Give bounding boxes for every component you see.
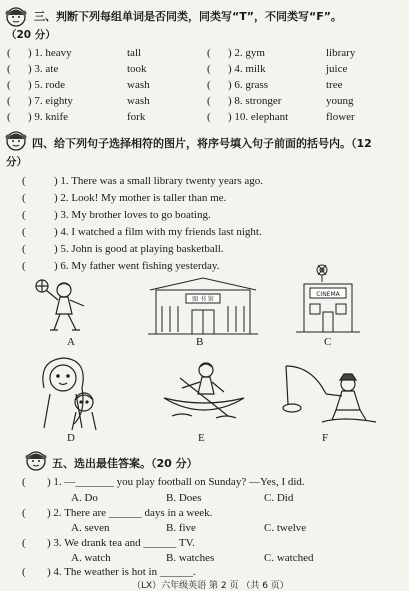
word-pair-left: ) 3. ate	[28, 63, 59, 75]
answer-paren[interactable]: (	[207, 79, 211, 91]
word-pair-right: young	[326, 95, 354, 107]
picture-label-a: A	[67, 336, 75, 348]
answer-paren[interactable]: (	[7, 79, 11, 91]
picture-label-b: B	[196, 336, 204, 348]
answer-paren[interactable]: (	[207, 63, 211, 75]
option-a: A. watch	[71, 552, 111, 564]
word-pair-left: ) 1. heavy	[28, 47, 72, 59]
sentence: ) 1. There was a small library twenty years ago.	[54, 175, 264, 187]
library-sign: 图 书 馆	[192, 296, 214, 303]
option-b: B. five	[166, 522, 196, 534]
option-c: C. Did	[264, 492, 294, 504]
picture-label-c: C	[324, 336, 332, 348]
word-pair-left: ) 6. grass	[228, 79, 269, 91]
answer-paren[interactable]: (	[22, 260, 26, 272]
answer-paren[interactable]: (	[22, 537, 26, 549]
sentence: ) 4. I watched a film with my friends last night.	[54, 226, 262, 238]
option-b: B. watches	[166, 552, 215, 564]
word-pair-left: ) 9. knife	[28, 111, 69, 123]
section4-title: 四、给下列句子选择相符的图片，将序号填入句子前面的括号内。（12	[32, 137, 372, 150]
option-c: C. twelve	[264, 522, 307, 534]
option-a: A. seven	[71, 522, 110, 534]
answer-paren[interactable]: (	[207, 95, 211, 107]
word-pair-right: tall	[127, 47, 142, 59]
word-pair-right: fork	[127, 111, 146, 123]
word-pair-right: took	[127, 63, 147, 75]
answer-paren[interactable]: (	[207, 111, 211, 123]
cinema-sign: CINEMA	[316, 291, 340, 298]
question-stem: ) 3. We drank tea and ______ TV.	[47, 537, 195, 549]
section5-title: 五、选出最佳答案。（20 分）	[52, 457, 198, 470]
word-pair-right: wash	[127, 95, 150, 107]
answer-paren[interactable]: (	[207, 47, 211, 59]
answer-paren[interactable]: (	[22, 476, 26, 488]
sentence: ) 5. John is good at playing basketball.	[54, 243, 224, 255]
girl-face-icon	[24, 448, 48, 472]
picture-label-f: F	[322, 432, 329, 444]
section3-title: 三、判断下列每组单词是否同类，同类写“T”，不同类写“F”。	[34, 10, 342, 23]
picture-label-d: D	[67, 432, 75, 444]
page-footer: （LX）六年级英语 第 2 页 （共 6 页）	[132, 581, 289, 591]
answer-paren[interactable]: (	[22, 175, 26, 187]
word-pair-left: ) 2. gym	[228, 47, 265, 59]
answer-paren[interactable]: (	[7, 111, 11, 123]
answer-paren[interactable]: (	[7, 47, 11, 59]
sentence: ) 2. Look! My mother is taller than me.	[54, 192, 227, 204]
answer-paren[interactable]: (	[22, 192, 26, 204]
boating-boy-picture	[162, 358, 246, 424]
option-c: C. watched	[264, 552, 314, 564]
picture-label-e: E	[198, 432, 205, 444]
mother-child-picture	[30, 354, 106, 430]
question-stem: ) 2. There are ______ days in a week.	[47, 507, 213, 519]
option-b: B. Does	[166, 492, 202, 504]
word-pair-left: ) 7. eighty	[28, 95, 73, 107]
option-a: A. Do	[71, 492, 98, 504]
answer-paren[interactable]: (	[7, 95, 11, 107]
answer-paren[interactable]: (	[22, 226, 26, 238]
sentence: ) 3. My brother loves to go boating.	[54, 209, 211, 221]
answer-paren[interactable]: (	[22, 243, 26, 255]
answer-paren[interactable]: (	[22, 507, 26, 519]
section3-score: （20 分）	[6, 29, 56, 41]
basketball-boy-picture	[30, 276, 110, 336]
answer-paren[interactable]: (	[22, 209, 26, 221]
word-pair-right: tree	[326, 79, 343, 91]
sentence: ) 6. My father went fishing yesterday.	[54, 260, 220, 272]
question-stem: ) 4. The weather is hot in ______.	[47, 566, 196, 578]
library-building-picture	[148, 276, 258, 336]
girl-face-icon	[4, 128, 28, 152]
word-pair-right: flower	[326, 111, 355, 123]
word-pair-right: library	[326, 47, 356, 59]
word-pair-left: ) 4. milk	[228, 63, 266, 75]
word-pair-right: wash	[127, 79, 150, 91]
answer-paren[interactable]: (	[22, 566, 26, 578]
word-pair-right: juice	[326, 63, 348, 75]
word-pair-left: ) 10. elephant	[228, 111, 289, 123]
word-pair-left: ) 8. stronger	[228, 95, 282, 107]
section4-score: 分）	[6, 156, 27, 168]
answer-paren[interactable]: (	[7, 63, 11, 75]
question-stem: ) 1. —_______ you play football on Sunday? —Yes, I did.	[47, 476, 305, 488]
fishing-man-picture	[282, 364, 378, 426]
cinema-building-picture	[296, 262, 360, 336]
word-pair-left: ) 5. rode	[28, 79, 65, 91]
girl-face-icon	[4, 4, 28, 28]
